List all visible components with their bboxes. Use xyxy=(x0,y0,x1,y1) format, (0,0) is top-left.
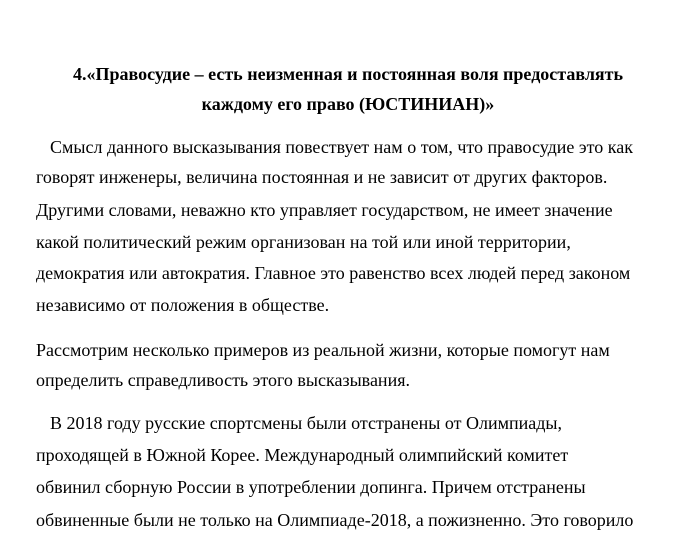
paragraph-line: обвиненные были не только на Олимпиаде-2018, а пожизненно. Это говорило xyxy=(36,510,634,530)
paragraph-line: обвинил сборную России в употреблении допинга. Причем отстранены xyxy=(36,477,586,497)
paragraph-line: говорят инженеры, величина постоянная и не зависит от других факторов. xyxy=(36,167,608,187)
paragraph-line: Другими словами, неважно кто управляет государством, не имеет значение xyxy=(36,200,613,220)
paragraph-line: В 2018 году русские спортсмены были отстранены от Олимпиады, xyxy=(50,413,563,433)
paragraph-line: Смысл данного высказывания повествует нам о том, что правосудие это как xyxy=(50,137,633,157)
paragraph-line: независимо от положения в обществе. xyxy=(36,295,330,315)
paragraph-line: демократия или автократия. Главное это равенство всех людей перед законом xyxy=(36,263,631,283)
paragraph-line: проходящей в Южной Корее. Международный олимпийский комитет xyxy=(36,445,569,465)
paragraph-line: Рассмотрим несколько примеров из реальной жизни, которые помогут нам xyxy=(36,340,610,360)
paragraph-line: определить справедливость этого высказывания. xyxy=(36,370,410,390)
paragraph-line: какой политический режим организован на той или иной территории, xyxy=(36,232,571,252)
document-title-line-2: каждому его право (ЮСТИНИАН)» xyxy=(201,94,495,114)
document-title-line-1: 4.«Правосудие – есть неизменная и постоянная воля предоставлять xyxy=(72,64,624,84)
